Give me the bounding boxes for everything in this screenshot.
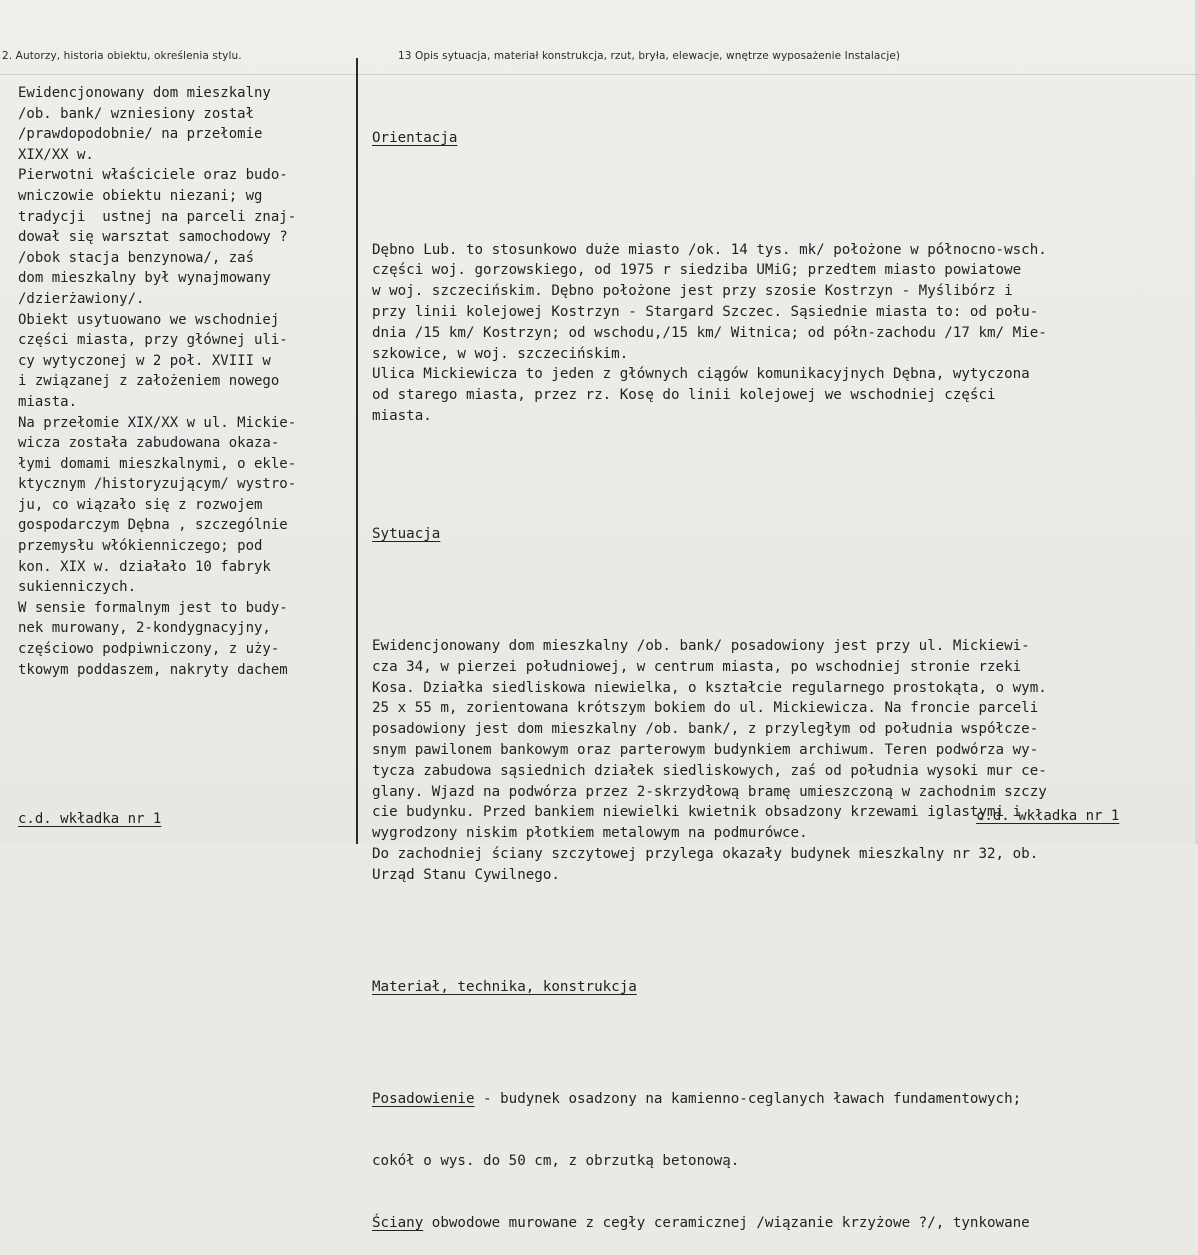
spacer <box>372 190 1192 198</box>
text-line: W sensie formalnym jest to budy- <box>18 599 288 616</box>
text-line: Na przełomie XIX/XX w ul. Mickie- <box>18 414 297 431</box>
text-line: tradycji ustnej na parceli znaj- <box>18 208 297 225</box>
text-line: cy wytyczonej w 2 poł. XVIII w <box>18 352 271 369</box>
text-line: od starego miasta, przez rz. Kosę do linii kolejowej we wschodniej części <box>372 387 996 404</box>
text-line: w woj. szczecińskim. Dębno położone jest przy szosie Kostrzyn - Myślibórz i <box>372 283 1013 300</box>
text-line: cza 34, w pierzei południowej, w centrum miasta, po wschodniej stronie rzeki <box>372 658 1022 675</box>
text-line: dował się warsztat samochodowy ? <box>18 229 288 246</box>
text-line: dom mieszkalny był wynajmowany <box>18 270 271 287</box>
text-line: /dzierżawiony/. <box>18 290 145 307</box>
text-line: snym pawilonem bankowym oraz parterowym budynkiem archiwum. Teren podwórza wy- <box>372 741 1039 758</box>
heading-material: Materiał, technika, konstrukcja <box>372 978 637 995</box>
text-line: tkowym poddaszem, nakryty dachem <box>18 661 288 678</box>
sciany-line <box>372 1213 1192 1234</box>
text-line: ju, co wiązało się z rozwojem <box>18 496 263 513</box>
text-line: przemysłu włókienniczego; pod <box>18 538 263 555</box>
text-line: gospodarczym Dębna , szczególnie <box>18 517 288 534</box>
text-line: posadowiony jest dom mieszkalny /ob. bank/, z przyległym od południa współcze- <box>372 721 1039 738</box>
sciany-text: obwodowe murowane z cegły ceramicznej /wiązanie krzyżowe ?/, tynkowane <box>423 1215 1030 1232</box>
text-line: tycza zabudowa sąsiednich działek siedliskowych, zaś od południa wysoki mur ce- <box>372 762 1047 779</box>
continuation-note-right: c.d. wkładka nr 1 <box>976 808 1120 824</box>
text-line: miasta. <box>18 393 78 410</box>
text-line: XIX/XX w. <box>18 146 94 163</box>
text-line: Ewidencjonowany dom mieszkalny /ob. bank/ posadowiony jest przy ul. Mickiewi- <box>372 637 1030 654</box>
text-line: Urząd Stanu Cywilnego. <box>372 866 560 883</box>
text-line: Pierwotni właściciele oraz budo- <box>18 167 288 184</box>
sytuacja-text <box>372 636 1192 886</box>
text-line: wygrodzony niskim płotkiem metalowym na podmurówce. <box>372 825 808 842</box>
text-line: Ulica Mickiewicza to jeden z głównych ciągów komunikacyjnych Dębna, wytyczona <box>372 366 1030 383</box>
text-line: glany. Wjazd na podwórza przez 2-skrzydłową bramę umieszczoną w zachodnim szczy <box>372 783 1047 800</box>
header-rule <box>0 74 1198 75</box>
posadowienie-line <box>372 1089 1192 1110</box>
section-header-description: 13 Opis sytuacja, materiał konstrukcja, rzut, bryła, elewacje, wnętrze wyposażenie Instalacje) <box>398 50 901 62</box>
spacer <box>372 586 1192 594</box>
text-line: nek murowany, 2-kondygnacyjny, <box>18 620 271 637</box>
posadowienie-label: Posadowienie <box>372 1090 475 1107</box>
text-line: łymi domami mieszkalnymi, o ekle- <box>18 455 297 472</box>
text-line: Kosa. Działka siedliskowa niewielka, o kształcie regularnego prostokąta, o wym. <box>372 679 1047 696</box>
column-divider <box>356 58 358 844</box>
text-line: dnia /15 km/ Kostrzyn; od wschodu,/15 km/ Witnica; od półn-zachodu /17 km/ Mie- <box>372 324 1047 341</box>
text-line: Ewidencjonowany dom mieszkalny <box>18 85 271 101</box>
text-line: cie budynku. Przed bankiem niewielki kwietnik obsadzony krzewami iglastymi i <box>372 804 1022 821</box>
text-line: ktycznym /historyzującym/ wystro- <box>18 476 297 493</box>
heading-sytuacja: Sytuacja <box>372 525 441 542</box>
text-line: Obiekt usytuowano we wschodniej <box>18 311 280 328</box>
spacer <box>372 468 1192 482</box>
text-line: /prawdopodobnie/ na przełomie <box>18 126 263 143</box>
sciany-label: Ściany <box>372 1215 424 1232</box>
text-line: przy linii kolejowej Kostrzyn - Stargard Szczec. Sąsiednie miasta to: od połu- <box>372 303 1039 320</box>
text-line: i związanej z założeniem nowego <box>18 373 280 390</box>
text-line: 25 x 55 m, zorientowana krótszym bokiem do ul. Mickiewicza. Na froncie parceli <box>372 700 1039 717</box>
text-line: Do zachodniej ściany szczytowej przylega okazały budynek mieszkalny nr 32, ob. <box>372 845 1039 862</box>
posadowienie-text: - budynek osadzony na kamienno-ceglanych ławach fundamentowych; <box>474 1090 1022 1107</box>
text-line: Dębno Lub. to stosunkowo duże miasto /ok. 14 tys. mk/ położone w północno-wsch. <box>372 241 1047 258</box>
history-column <box>18 83 354 680</box>
text-line: sukienniczych. <box>18 579 137 596</box>
spacer <box>372 927 1192 935</box>
text-line: części woj. gorzowskiego, od 1975 r siedziba UMiG; przedtem miasto powiatowe <box>372 262 1022 279</box>
continuation-note-left: c.d. wkładka nr 1 <box>18 811 162 827</box>
text-line: częściowo podpiwniczony, z uży- <box>18 641 280 658</box>
text-line: kon. XIX w. działało 10 fabryk <box>18 558 271 575</box>
text-line: szkowice, w woj. szczecińskim. <box>372 345 629 362</box>
description-column <box>372 86 1192 1255</box>
orientacja-text <box>372 240 1192 427</box>
text-line: /ob. bank/ wzniesiony został <box>18 105 255 122</box>
text-line: miasta. <box>372 407 432 424</box>
section-header-authors: 2. Autorzy, historia obiektu, określenia stylu. <box>2 50 242 62</box>
heading-orientacja: Orientacja <box>372 129 458 146</box>
text-line: wicza została zabudowana okaza- <box>18 435 280 452</box>
text-line: wniczowie obiektu niezani; wg <box>18 187 263 204</box>
text-line: części miasta, przy głównej uli- <box>18 332 288 349</box>
posadowienie-line-2: cokół o wys. do 50 cm, z obrzutką betonową. <box>372 1153 740 1170</box>
spacer <box>372 1039 1192 1047</box>
text-line: /obok stacja benzynowa/, zaś <box>18 249 255 266</box>
